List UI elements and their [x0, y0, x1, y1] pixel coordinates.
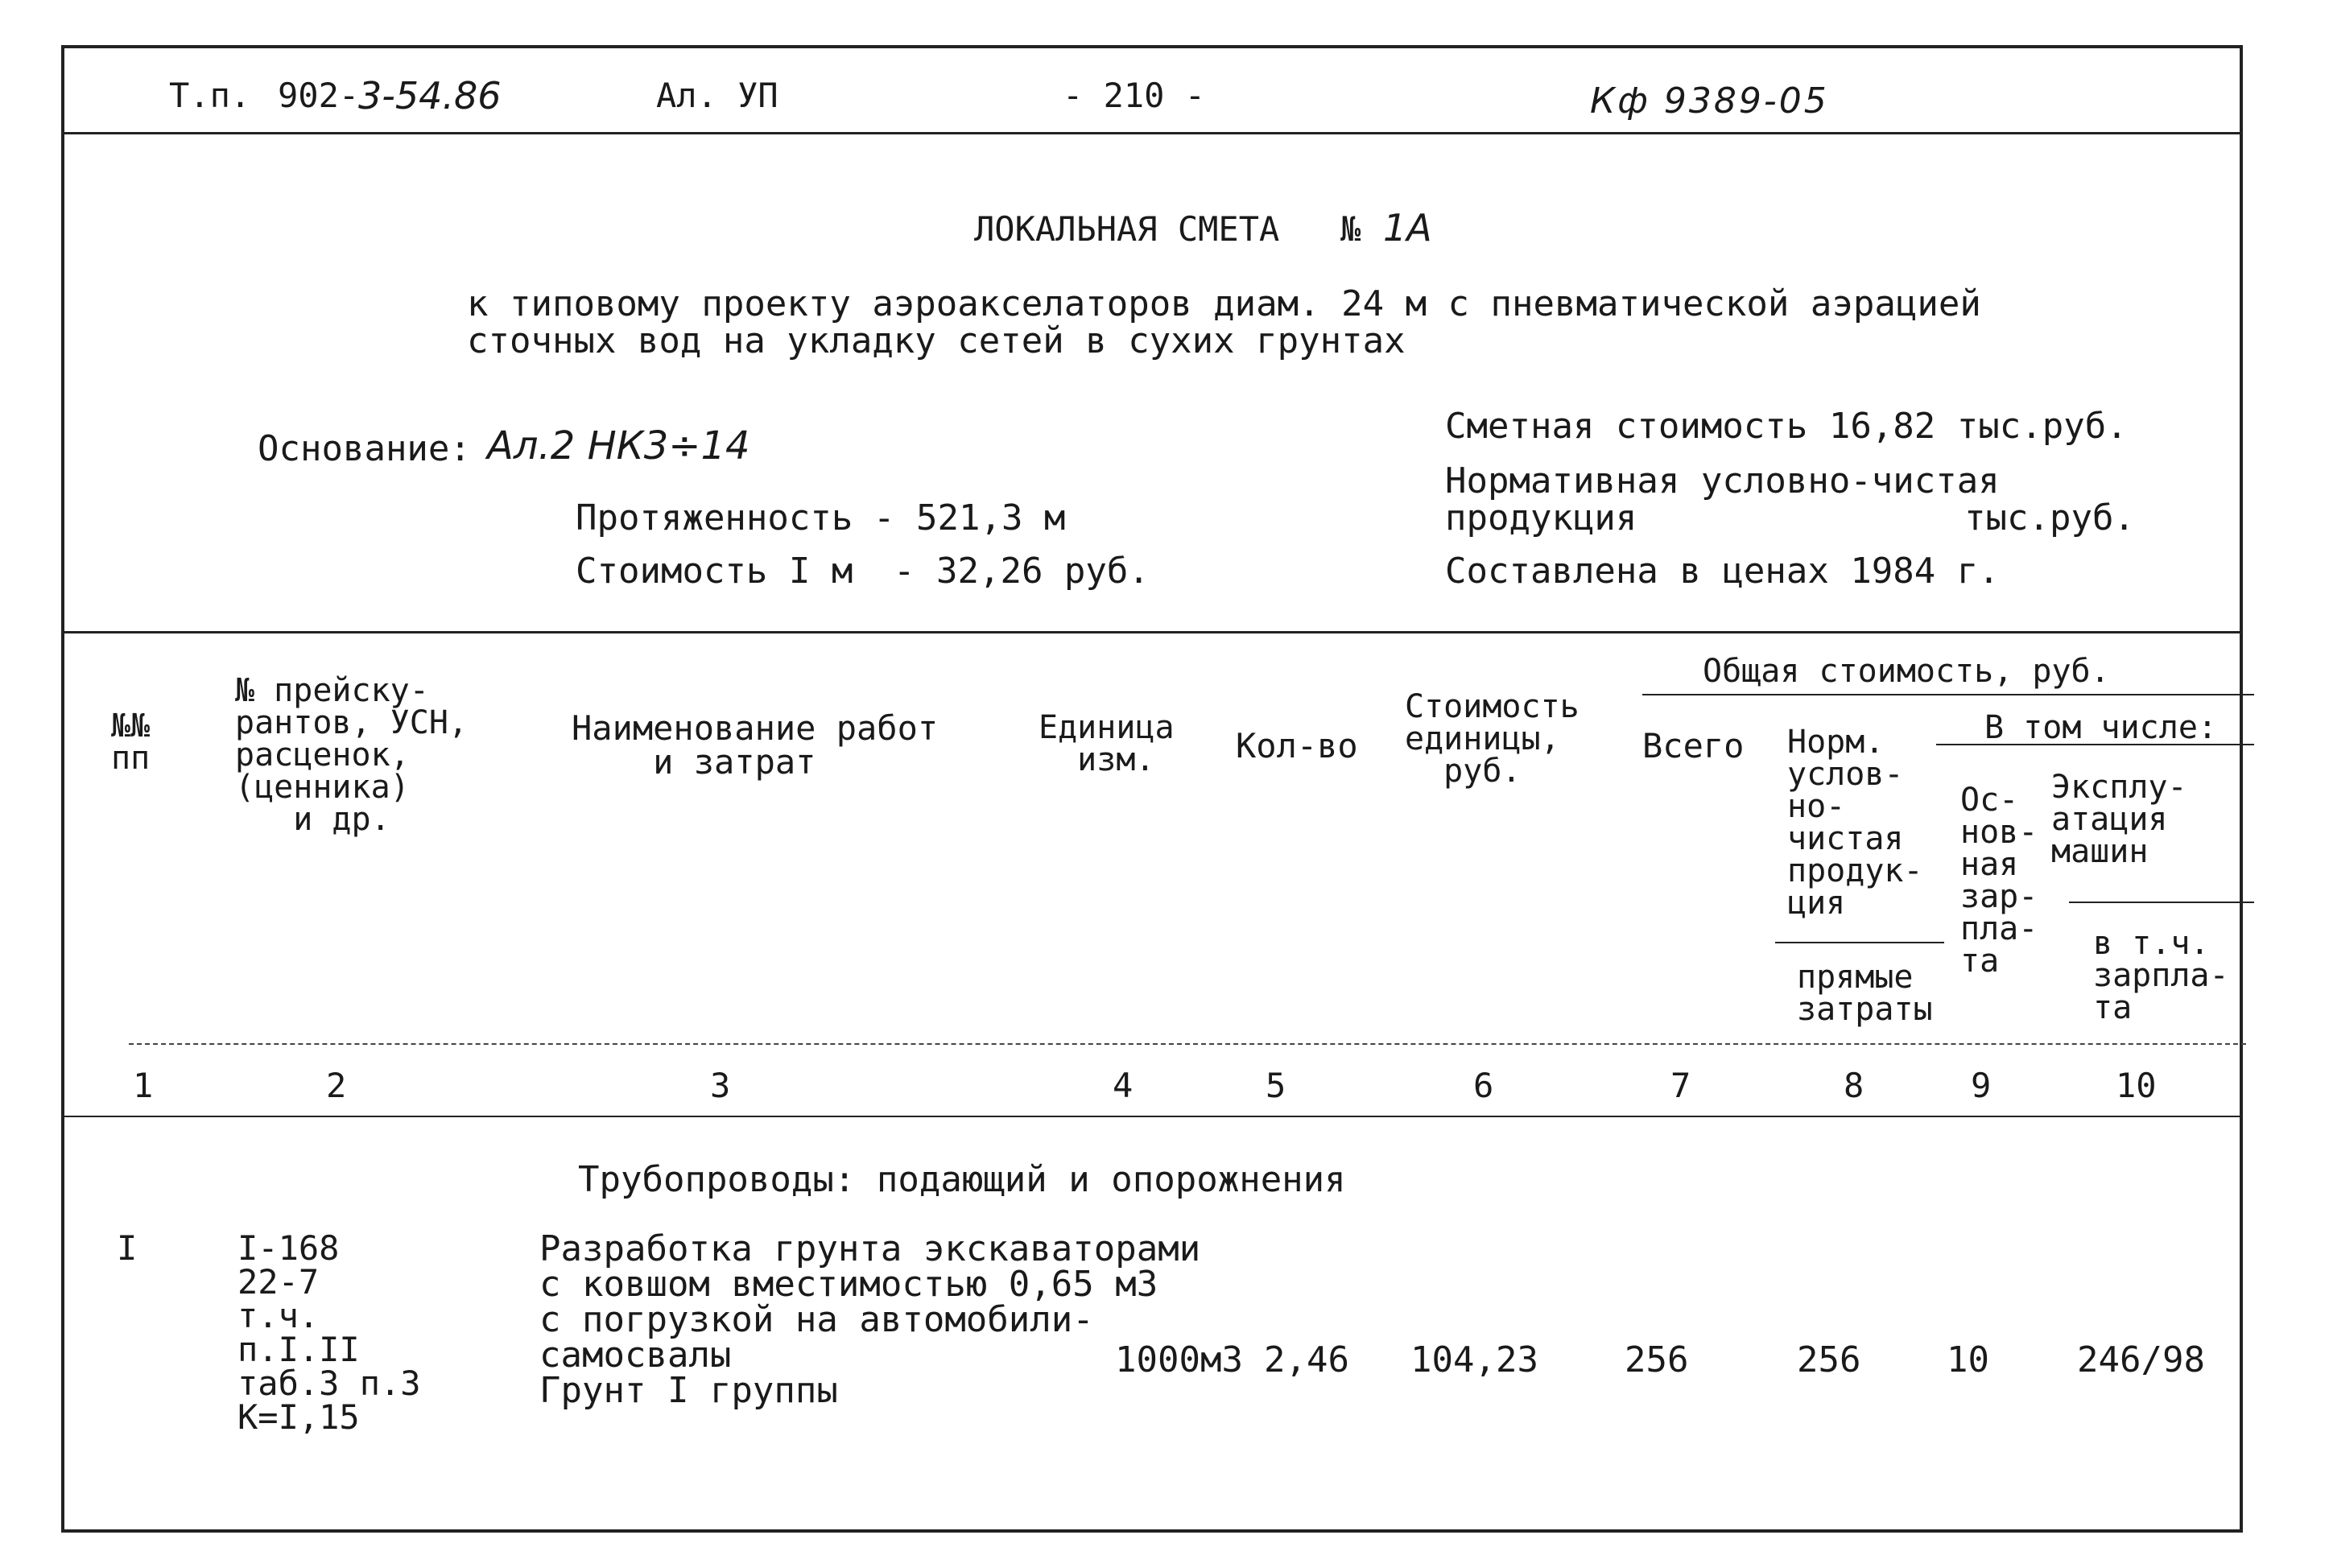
colnum-2: 2 [326, 1066, 347, 1105]
machines-divider [2069, 902, 2254, 903]
colnum-9: 9 [1971, 1066, 1992, 1105]
stamp-code: Кф 9389-05 [1590, 80, 1829, 122]
document-title: ЛОКАЛЬНАЯ СМЕТА [974, 209, 1280, 249]
row-1-qty: 2,46 [1264, 1339, 1349, 1380]
header-col-salary: Ос- нов- ная зар- пла- та [1960, 782, 2038, 980]
row-1-unit-cost: 104,23 [1410, 1339, 1538, 1380]
header-col-name: Наименование работ и затрат [572, 708, 939, 782]
length-label: Протяженность [576, 497, 853, 538]
header-col-machines-bottom: в т.ч. зарпла- та [2093, 925, 2229, 1026]
row-1-num: I [117, 1228, 138, 1268]
row-1-norm: 256 [1797, 1339, 1861, 1380]
header-col-norm-top: Норм. услов- но- чистая продук- ция [1787, 724, 1923, 922]
header-col-qty: Кол-во [1236, 726, 1358, 765]
total-group-underline [1642, 694, 2254, 695]
section-title: Трубопроводы: подающий и опорожнения [578, 1159, 1346, 1200]
colnum-3: 3 [710, 1066, 731, 1105]
title-number-handwritten: 1А [1383, 206, 1432, 250]
header-col-norm-bottom: прямые затраты [1797, 959, 1933, 1028]
header-col-machines-top: Эксплу- атация машин [2051, 769, 2187, 870]
header-col-num: №№ пп [111, 708, 151, 777]
colnum-10: 10 [2116, 1066, 2157, 1105]
header-divider [61, 132, 2243, 134]
unit-cost-label: Стоимость I м [576, 551, 853, 592]
header-col-ref: № прейску- рантов, УСН, расценок, (ценника) и др. [235, 672, 468, 838]
header-bottom-dashed [129, 1043, 2246, 1045]
colnum-1: 1 [133, 1066, 154, 1105]
row-1-salary: 10 [1947, 1339, 1989, 1380]
colnum-5: 5 [1266, 1066, 1286, 1105]
colnum-7: 7 [1670, 1066, 1691, 1105]
title-number-prefix: № [1340, 209, 1361, 249]
norm-divider [1775, 942, 1944, 943]
unit-cost-value: - 32,26 руб. [894, 551, 1150, 592]
normative-line-2-right: тыс.руб. [1964, 497, 2135, 538]
colnum-8: 8 [1844, 1066, 1864, 1105]
tp-number-handwritten: 3-54.86 [358, 74, 502, 118]
colnum-6: 6 [1473, 1066, 1494, 1105]
basis-value-handwritten: Ал.2 НК3÷14 [487, 423, 750, 468]
tp-number: 902- [278, 76, 360, 115]
normative-line-2-left: продукция [1445, 497, 1637, 538]
row-1-machines: 246/98 [2077, 1339, 2205, 1380]
header-col-unit: Единица изм. [1039, 709, 1175, 778]
header-col-total: Всего [1642, 726, 1745, 765]
prices-year: Составлена в ценах 1984 г. [1445, 551, 2000, 592]
normative-line-1: Нормативная условно-чистая [1445, 460, 2000, 501]
row-1-ref: I-168 22-7 т.ч. п.I.II таб.3 п.3 К=I,15 [237, 1228, 421, 1437]
basis-label: Основание: [258, 428, 471, 469]
column-numbers-divider [61, 1116, 2243, 1117]
table-top-border [61, 631, 2243, 633]
length-value: - 521,3 м [873, 497, 1066, 538]
tp-label: Т.п. [169, 76, 251, 115]
header-col-unit-cost: Стоимость единицы, руб. [1405, 688, 1580, 790]
album-label: Ал. УП [656, 76, 778, 115]
page-number: - 210 - [1063, 76, 1206, 115]
row-1-total: 256 [1625, 1339, 1689, 1380]
header-total-group: Общая стоимость, руб. [1703, 653, 2110, 690]
header-incl-group: В том числе: [1984, 709, 2217, 746]
subtitle-line-2: сточных вод на укладку сетей в сухих грунтах [467, 320, 1406, 361]
colnum-4: 4 [1113, 1066, 1134, 1105]
row-1-name: Разработка грунта экскаваторами с ковшом вместимостью 0,65 м3 с погрузкой на автомобили- самосвалы Грунт I группы [539, 1228, 1201, 1411]
subtitle-line-1: к типовому проекту аэроакселаторов диам. 24 м с пневматической аэрацией [467, 283, 1981, 324]
estimated-cost: Сметная стоимость 16,82 тыс.руб. [1445, 406, 2128, 447]
incl-group-underline [1936, 744, 2254, 745]
row-1-unit: 1000м3 [1115, 1339, 1243, 1380]
